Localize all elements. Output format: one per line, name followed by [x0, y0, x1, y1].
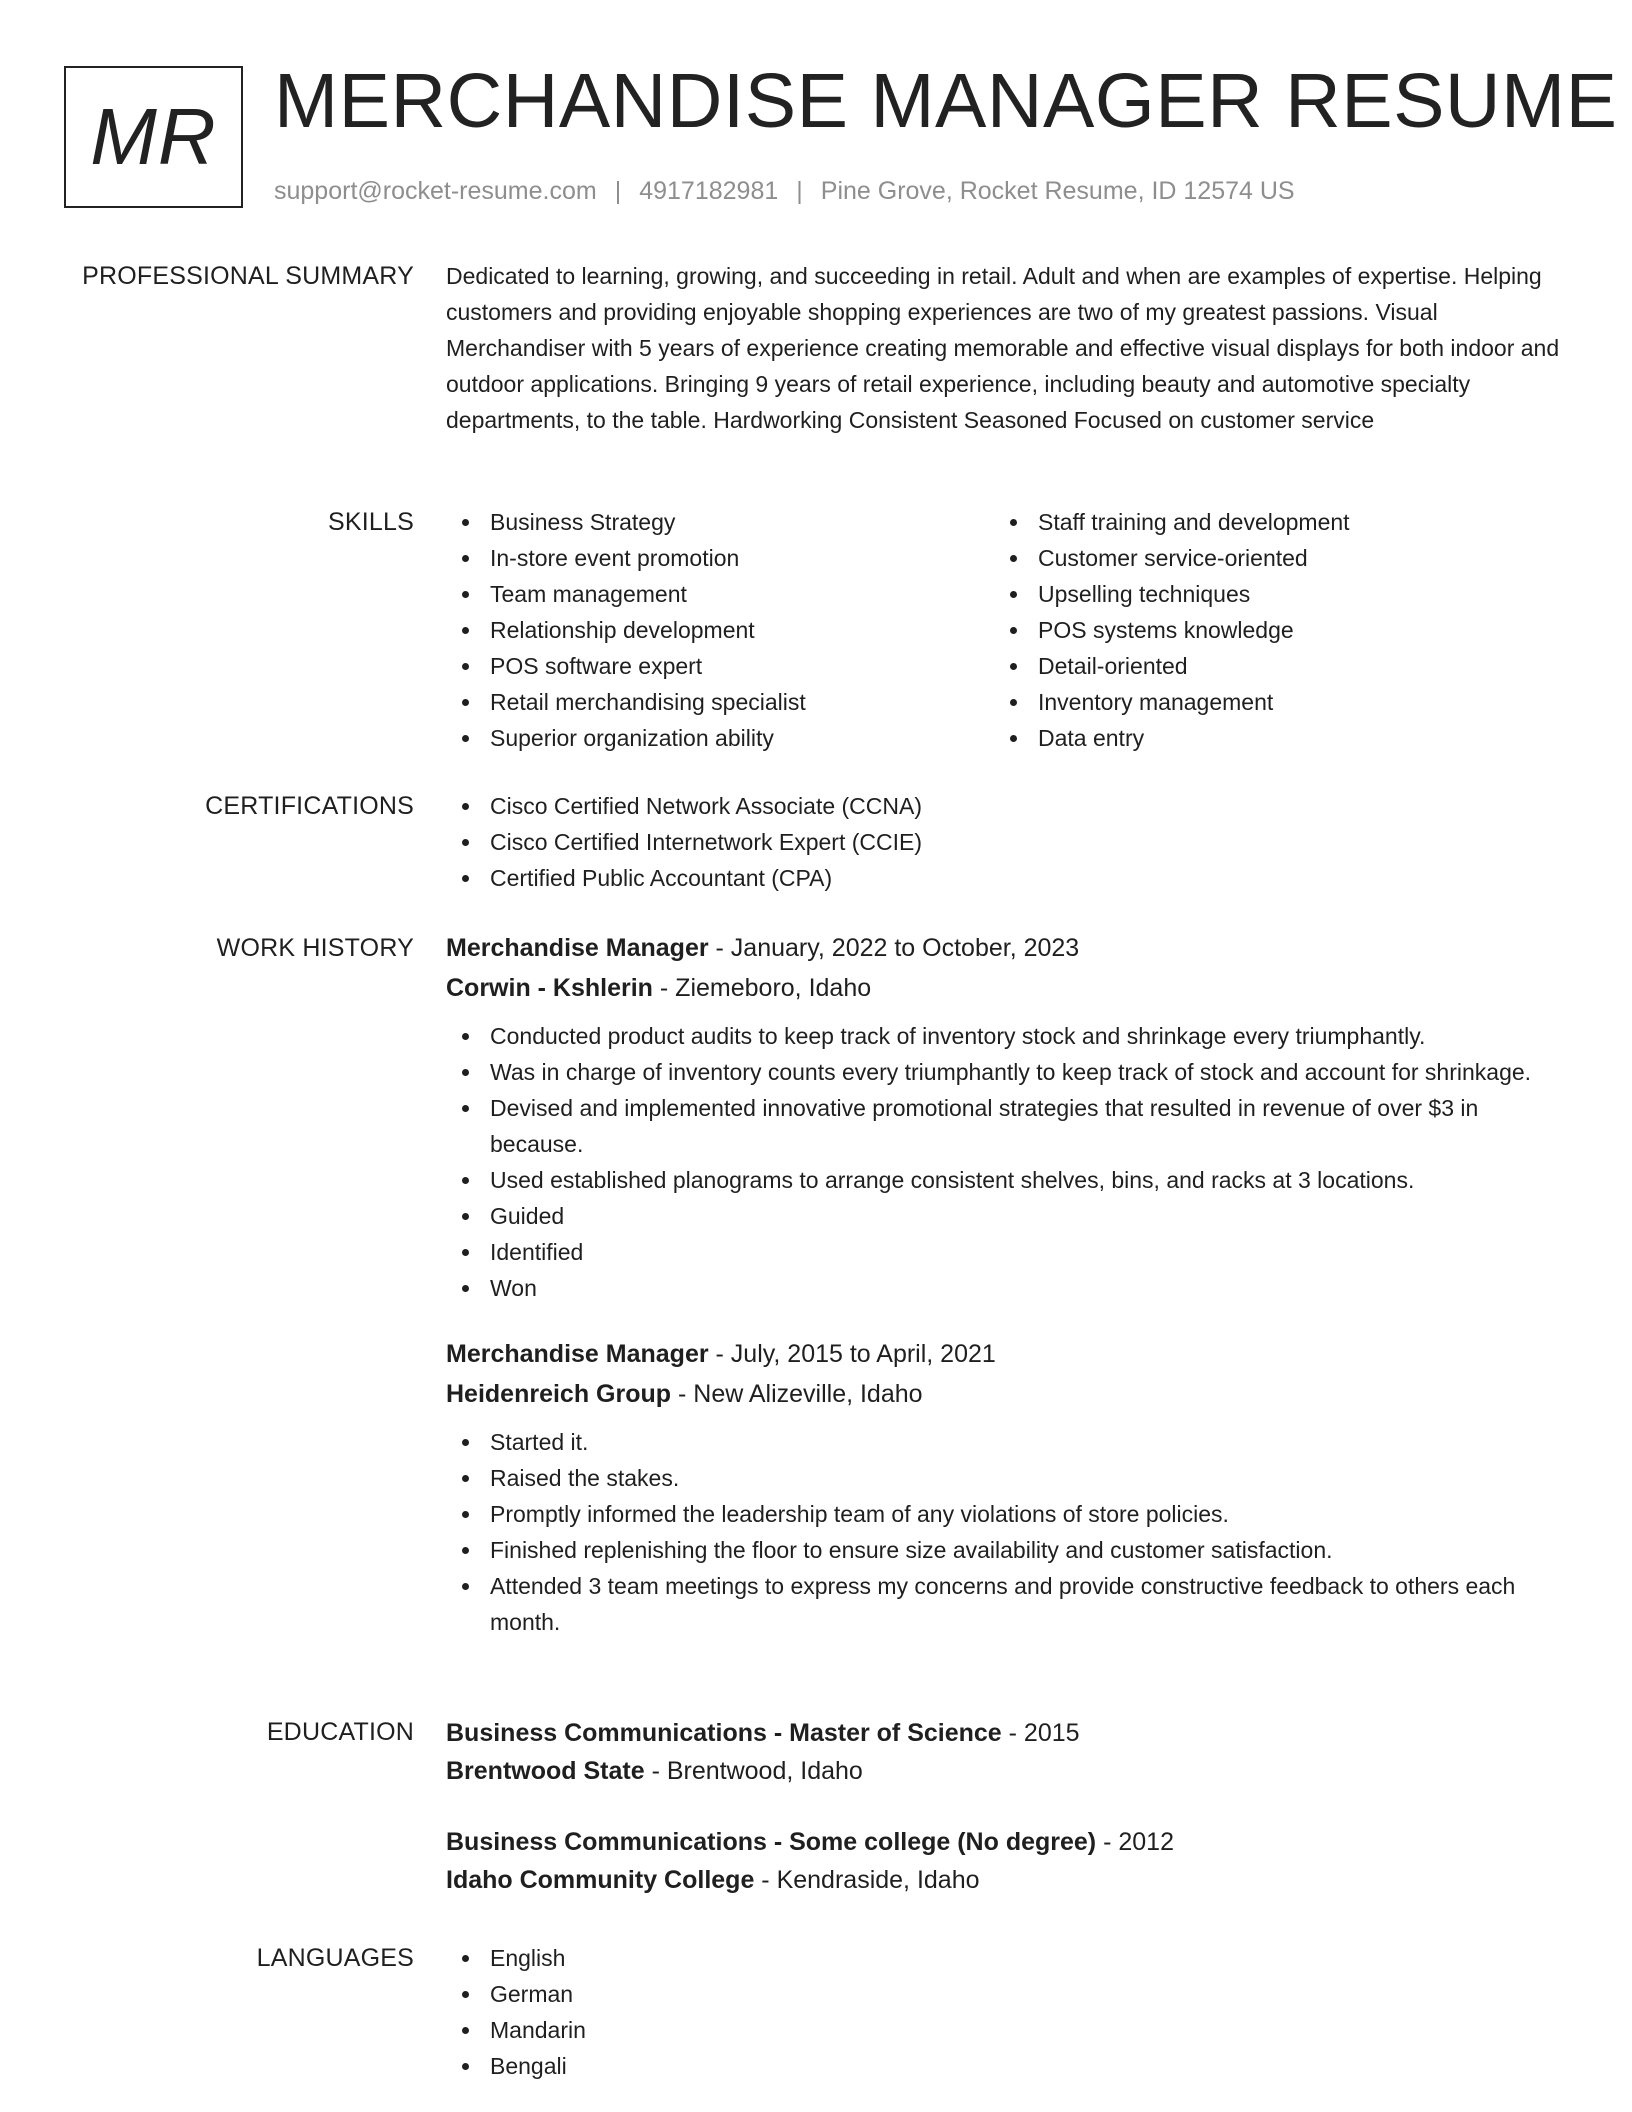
skill-item: Team management: [446, 576, 994, 612]
job-entry: [446, 1334, 1562, 1640]
job-company-line: [446, 1374, 1562, 1414]
job-bullet: Raised the stakes.: [446, 1460, 1562, 1496]
job-title: Merchandise Manager: [446, 1340, 709, 1368]
job-bullet: Attended 3 team meetings to express my concerns and provide constructive feedback to others each month.: [446, 1568, 1562, 1640]
job-bullet: Finished replenishing the floor to ensure size availability and customer satisfaction.: [446, 1532, 1562, 1568]
job-location: - Ziemeboro, Idaho: [652, 974, 872, 1002]
job-title: Merchandise Manager: [446, 934, 709, 962]
skill-item: Data entry: [994, 720, 1542, 756]
job-bullet: Started it.: [446, 1424, 1562, 1460]
job-bullet: Conducted product audits to keep track of inventory stock and shrinkage every triumphantly.: [446, 1018, 1562, 1054]
job-company: Heidenreich Group: [446, 1380, 672, 1408]
section-label-skills: SKILLS: [328, 508, 414, 536]
skill-item: Business Strategy: [446, 504, 994, 540]
education-degree: Business Communications - Master of Science: [446, 1719, 1002, 1747]
resume-title: MERCHANDISE MANAGER RESUME: [274, 58, 1618, 144]
job-company-line: [446, 968, 1562, 1008]
contact-line: [274, 174, 1295, 208]
job-bullet: Promptly informed the leadership team of any violations of store policies.: [446, 1496, 1562, 1532]
section-label-education: EDUCATION: [266, 1718, 414, 1746]
education-year: - 2012: [1096, 1828, 1174, 1856]
skill-item: In-store event promotion: [446, 540, 994, 576]
skills-list-right: [994, 504, 1542, 756]
education-degree: Business Communications - Some college (No degree): [446, 1828, 1097, 1856]
languages-list: [446, 1940, 1562, 2084]
education-location: - Brentwood, Idaho: [644, 1757, 863, 1785]
education-school: Idaho Community College: [446, 1866, 755, 1894]
skill-item: Retail merchandising specialist: [446, 684, 994, 720]
skill-item: Customer service-oriented: [994, 540, 1542, 576]
skill-item: Upselling techniques: [994, 576, 1542, 612]
skill-item: POS systems knowledge: [994, 612, 1542, 648]
job-bullet: Guided: [446, 1198, 1562, 1234]
job-location: - New Alizeville, Idaho: [671, 1380, 923, 1408]
language-item: German: [446, 1976, 1562, 2012]
monogram-box: [64, 66, 243, 208]
education-entry: [446, 1714, 1562, 1790]
contact-separator: |: [796, 177, 803, 205]
job-dates: - July, 2015 to April, 2021: [708, 1340, 996, 1368]
section-label-summary: PROFESSIONAL SUMMARY: [82, 262, 414, 290]
certification-item: Certified Public Accountant (CPA): [446, 860, 1562, 896]
education-school: Brentwood State: [446, 1757, 645, 1785]
language-item: English: [446, 1940, 1562, 1976]
skill-item: Relationship development: [446, 612, 994, 648]
education-degree-line: [446, 1714, 1562, 1752]
section-label-languages: LANGUAGES: [256, 1944, 414, 1972]
job-bullets: [446, 1424, 1562, 1640]
job-bullet: Devised and implemented innovative promotional strategies that resulted in revenue of over $3 in because.: [446, 1090, 1562, 1162]
skill-item: Superior organization ability: [446, 720, 994, 756]
section-label-work-history: WORK HISTORY: [216, 934, 414, 962]
job-bullet: Used established planograms to arrange consistent shelves, bins, and racks at 3 locations.: [446, 1162, 1562, 1198]
certifications-list: [446, 788, 1562, 896]
job-bullet: Won: [446, 1270, 1562, 1306]
section-label-certifications: CERTIFICATIONS: [205, 792, 414, 820]
education-school-line: [446, 1861, 1562, 1899]
job-bullets: [446, 1018, 1562, 1306]
education-school-line: [446, 1752, 1562, 1790]
job-bullet: Was in charge of inventory counts every triumphantly to keep track of stock and account for shrinkage.: [446, 1054, 1562, 1090]
summary-text: Dedicated to learning, growing, and succeeding in retail. Adult and when are examples of expertise. Helping customers and providing enjoyable shopping experiences are two of my greatest passions. Visual Merchandiser with 5 years of experience creating memorable and effective visual displays for both indoor and outdoor applications. Bringing 9 years of retail experience, including beauty and automotive specialty departments, to the table. Hardworking Consistent Seasoned Focused on customer service: [446, 263, 1560, 433]
contact-separator: |: [614, 177, 622, 205]
education-entry: [446, 1823, 1562, 1899]
certification-item: Cisco Certified Internetwork Expert (CCIE): [446, 824, 1562, 860]
job-bullet: Identified: [446, 1234, 1562, 1270]
contact-email: support@rocket-resume.com: [274, 177, 597, 205]
contact-phone: 4917182981: [639, 177, 779, 205]
language-item: Bengali: [446, 2048, 1562, 2084]
certification-item: Cisco Certified Network Associate (CCNA): [446, 788, 1562, 824]
job-title-line: [446, 1334, 1562, 1374]
skill-item: Staff training and development: [994, 504, 1542, 540]
skill-item: POS software expert: [446, 648, 994, 684]
education-location: - Kendraside, Idaho: [754, 1866, 980, 1894]
job-company: Corwin - Kshlerin: [446, 974, 653, 1002]
education-year: - 2015: [1001, 1719, 1080, 1747]
monogram-initials: MR: [90, 92, 217, 181]
skill-item: Detail-oriented: [994, 648, 1542, 684]
job-dates: - January, 2022 to October, 2023: [708, 934, 1080, 962]
skills-list-left: [446, 504, 994, 756]
job-entry: [446, 928, 1562, 1306]
job-title-line: [446, 928, 1562, 968]
education-degree-line: [446, 1823, 1562, 1861]
contact-address: Pine Grove, Rocket Resume, ID 12574 US: [820, 177, 1295, 205]
skill-item: Inventory management: [994, 684, 1542, 720]
language-item: Mandarin: [446, 2012, 1562, 2048]
